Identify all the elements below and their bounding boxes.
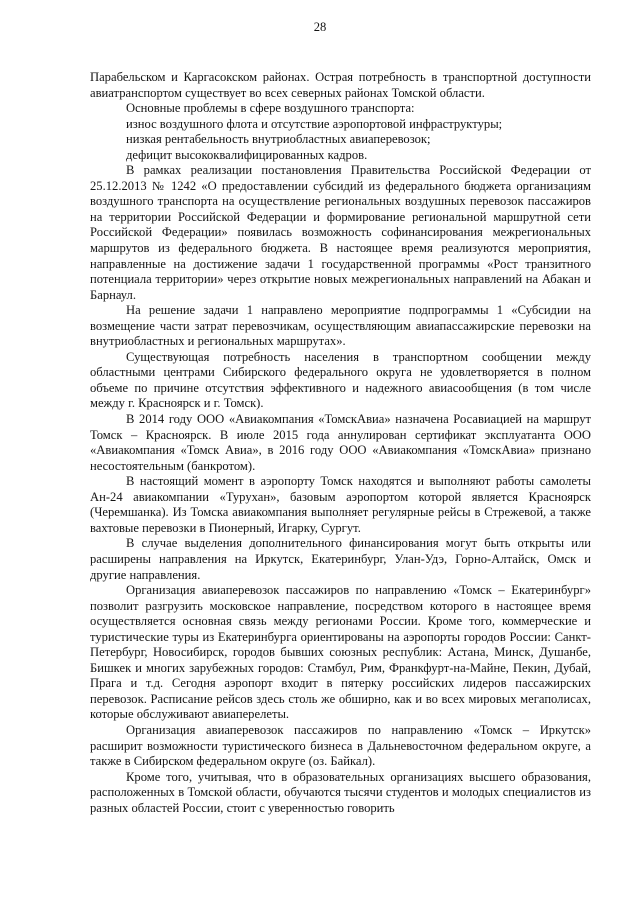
paragraph: В 2014 году ООО «Авиакомпания «ТомскАвиа» назначена Росавиацией на маршрут Томск – Красноярск. В июле 2015 года аннулирован сертификат эксплуатанта ООО «Авиакомпания «Томск Авиа», в 2016 году ООО «Авиакомпания «ТомскАвиа» признано несостоятельным (банкротом). <box>90 412 591 473</box>
paragraph: Организация авиаперевозок пассажиров по направлению «Томск – Иркутск» расширит возможности туристического бизнеса в Дальневосточном федеральном округе, а также в Сибирском федеральном округе (оз. Байкал). <box>90 722 591 769</box>
paragraph: На решение задачи 1 направлено мероприятие подпрограммы 1 «Субсидии на возмещение части затрат перевозчикам, осуществляющим авиапассажирские перевозки на внутриобластных и региональных маршрутах». <box>90 303 591 349</box>
paragraph: В настоящий момент в аэропорту Томск находятся и выполняют работы самолеты Ан-24 авиакомпании «Турухан», базовым аэропортом которой является Красноярск (Черемшанка). Из Томска авиакомпания выполняет регулярные рейсы в Стрежевой, а также вахтовые перевозки в Пионерный, Игарку, Сургут. <box>90 474 591 535</box>
paragraph: Организация авиаперевозок пассажиров по направлению «Томск – Екатеринбург» позволит разгрузить московское направление, посредством которого в настоящее время осуществляется основная связь между регионами России. Кроме того, коммерческие и туристические туры из Екатеринбурга ориентированы на аэропорты городов России: Санкт-Петербург, Новосибирск, городов бывших союзных республик: Астана, Минск, Душанбе, Бишкек и многих зарубежных городов: Стамбул, Рим, Франкфурт-на-Майне, Пекин, Дубай, Прага и т.д. Сегодня аэропорт входит в пятерку российских лидеров пассажирских перевозок. Расписание рейсов здесь столь же обширно, как и во всех мировых мегаполисах, которые обслуживают авиаперелеты. <box>90 583 591 722</box>
paragraph: В рамках реализации постановления Правительства Российской Федерации от 25.12.2013 № 1242 «О предоставлении субсидий из федерального бюджета организациям воздушного транспорта на осуществление региональных воздушных перевозок пассажиров на территории Российской Федерации и формирование региональной маршрутной сети Российской Федерации» появилась возможность софинансирования межрегиональных маршрутов из федерального бюджета. В настоящее время реализуются мероприятия, направленные на достижение задачи 1 государственной программы «Рост транзитного потенциала территории» через открытие новых межрегиональных направлений на Абакан и Барнаул. <box>90 163 591 302</box>
paragraph: В случае выделения дополнительного финансирования могут быть открыты или расширены направления на Иркутск, Екатеринбург, Улан-Удэ, Горно-Алтайск, Омск и другие направления. <box>90 536 591 582</box>
document-body <box>90 70 591 816</box>
paragraph: Кроме того, учитывая, что в образовательных организациях высшего образования, расположенных в Томской области, обучаются тысячи студентов и молодых специалистов из разных областей России, стоит с уверенностью говорить <box>90 769 591 815</box>
page-number: 28 <box>313 20 327 34</box>
paragraph: износ воздушного флота и отсутствие аэропортовой инфраструктуры; <box>126 116 503 131</box>
paragraph: Парабельском и Каргасокском районах. Острая потребность в транспортной доступности авиатранспортом существует во всех северных районах Томской области. <box>90 70 591 100</box>
paragraph: низкая рентабельность внутриобластных авиаперевозок; <box>126 132 431 147</box>
paragraph: Основные проблемы в сфере воздушного транспорта: <box>126 101 415 116</box>
paragraph: Существующая потребность населения в транспортном сообщении между областными центрами Сибирского федерального округа не удовлетворяется в полном объеме по причине отсутствия эффективного и надежного авиасообщения (в том числе между г. Красноярск и г. Томск). <box>90 349 591 411</box>
paragraph: дефицит высококвалифицированных кадров. <box>126 147 368 162</box>
